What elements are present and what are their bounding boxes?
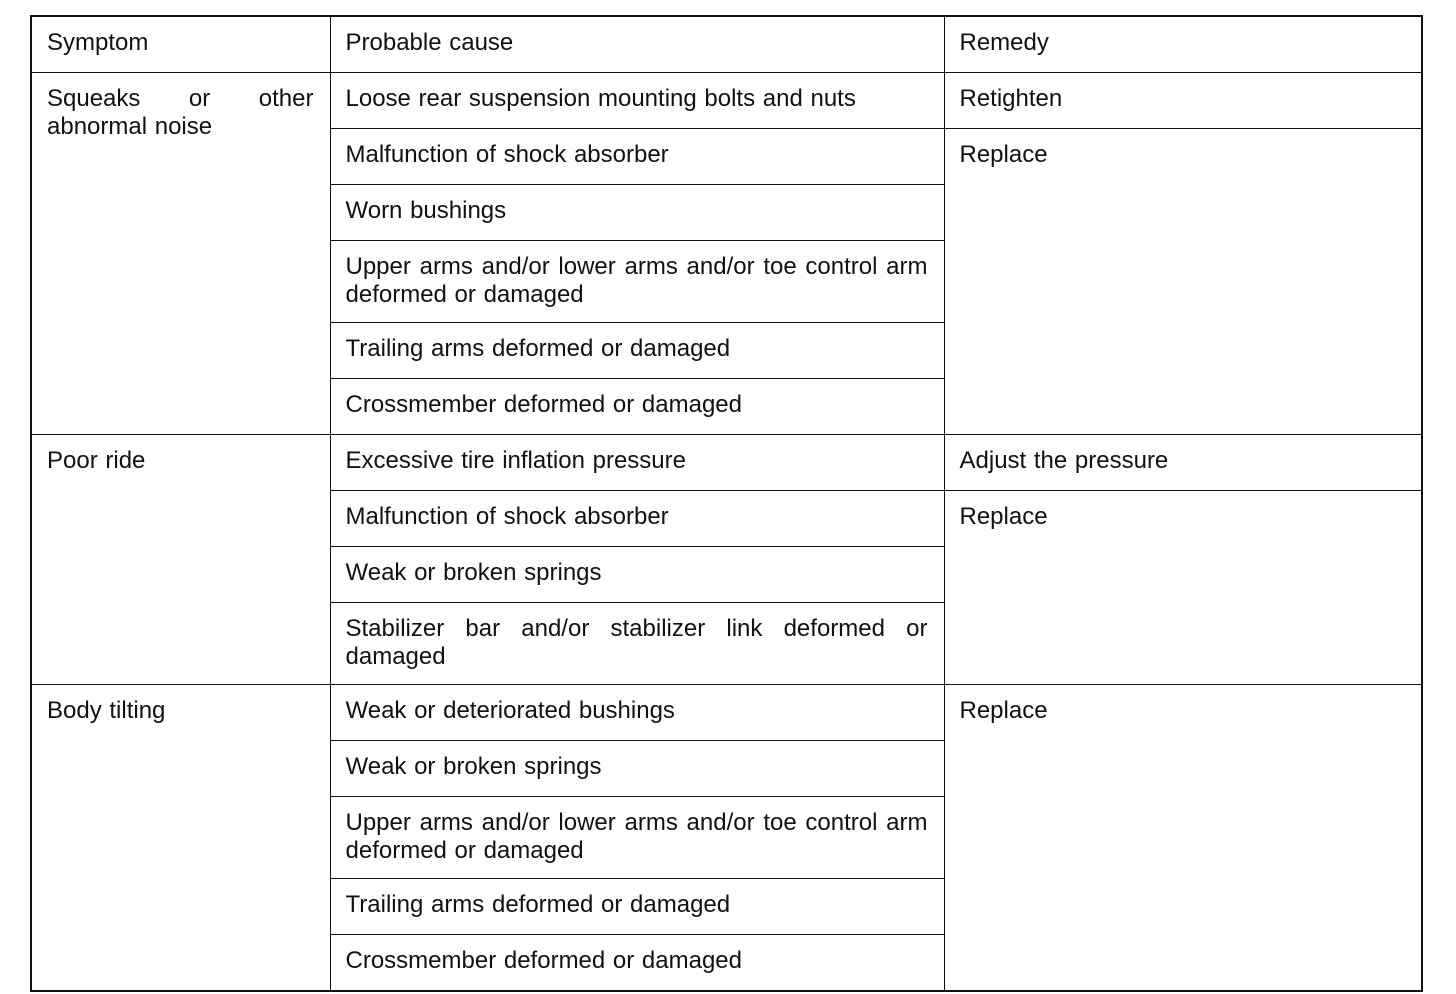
header-remedy: Remedy [944, 16, 1422, 73]
cause-cell: Weak or deteriorated bushings [330, 685, 944, 741]
cause-cell: Upper arms and/or lower arms and/or toe control arm deformed or damaged [330, 241, 944, 323]
header-row [31, 16, 1422, 73]
cause-cell: Stabilizer bar and/or stabilizer link deformed or damaged [330, 603, 944, 685]
table-row [31, 685, 1422, 741]
cause-cell: Crossmember deformed or damaged [330, 935, 944, 992]
cause-cell: Trailing arms deformed or damaged [330, 879, 944, 935]
remedy-cell: Replace [944, 129, 1422, 435]
cause-cell: Worn bushings [330, 185, 944, 241]
cause-cell: Malfunction of shock absorber [330, 129, 944, 185]
table-row [31, 435, 1422, 491]
troubleshooting-table [30, 15, 1423, 992]
symptom-cell: Poor ride [31, 435, 330, 685]
remedy-cell: Retighten [944, 73, 1422, 129]
header-symptom: Symptom [31, 16, 330, 73]
cause-cell: Excessive tire inflation pressure [330, 435, 944, 491]
symptom-cell: Body tilting [31, 685, 330, 992]
cause-cell: Weak or broken springs [330, 741, 944, 797]
cause-cell: Weak or broken springs [330, 547, 944, 603]
cause-cell: Crossmember deformed or damaged [330, 379, 944, 435]
remedy-cell: Replace [944, 491, 1422, 685]
cause-cell: Malfunction of shock absorber [330, 491, 944, 547]
cause-cell: Loose rear suspension mounting bolts and nuts [330, 73, 944, 129]
cause-cell: Upper arms and/or lower arms and/or toe control arm deformed or damaged [330, 797, 944, 879]
remedy-cell: Replace [944, 685, 1422, 992]
table-row [31, 73, 1422, 129]
remedy-cell: Adjust the pressure [944, 435, 1422, 491]
symptom-cell: Squeaks or other abnormal noise [31, 73, 330, 435]
header-probable-cause: Probable cause [330, 16, 944, 73]
cause-cell: Trailing arms deformed or damaged [330, 323, 944, 379]
